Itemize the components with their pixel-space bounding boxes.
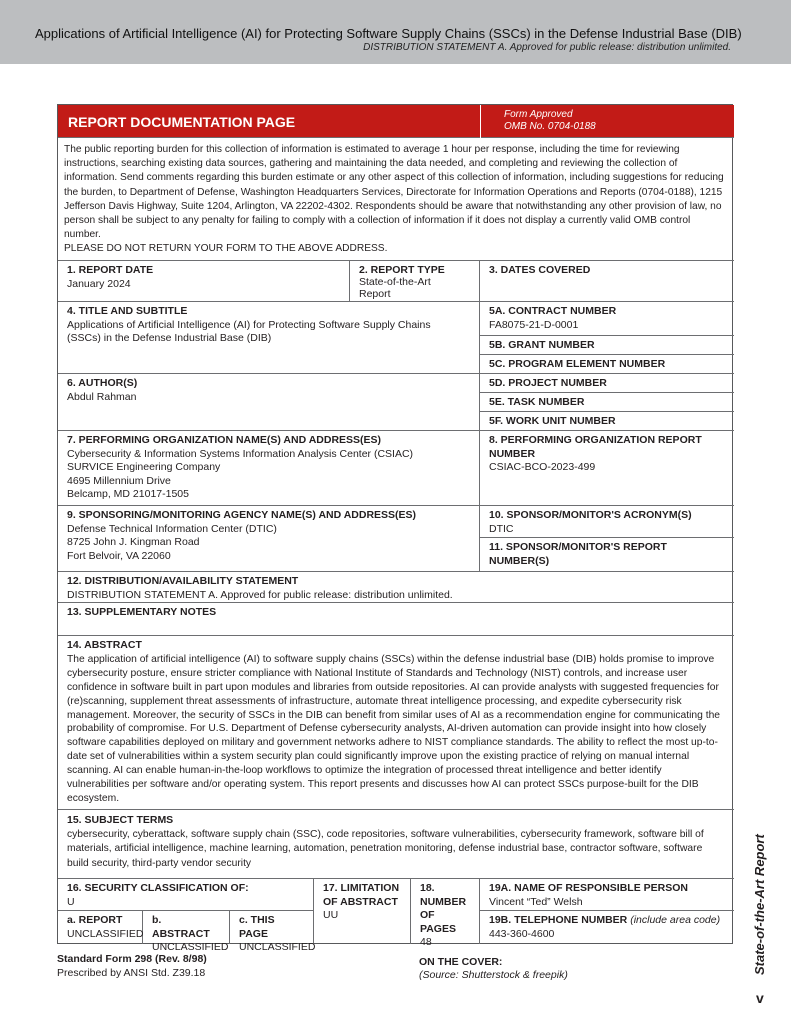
page-header-band — [0, 0, 791, 64]
abstract-label: 14. ABSTRACT — [67, 639, 142, 651]
field-class-abstract — [143, 911, 230, 954]
program-element-number-label: 5C. PROGRAM ELEMENT NUMBER — [489, 358, 666, 370]
contract-number-value: FA8075-21-D-0001 — [489, 318, 579, 331]
contract-number-label: 5A. CONTRACT NUMBER — [489, 305, 617, 317]
class-this-page-label: c. THIS PAGE — [239, 914, 275, 940]
report-type-label: 2. REPORT TYPE — [359, 264, 445, 276]
responsible-person-value: Vincent “Ted” Welsh — [489, 895, 583, 908]
field-dates-covered — [480, 261, 734, 302]
distribution-label: 12. DISTRIBUTION/AVAILABILITY STATEMENT — [67, 575, 299, 587]
field-authors — [58, 374, 480, 431]
field-grant-number — [480, 336, 734, 355]
subject-terms-label: 15. SUBJECT TERMS — [67, 814, 174, 826]
report-date-value: January 2024 — [67, 277, 131, 290]
sponsoring-agency-line: Defense Technical Information Center (DTIC) — [67, 522, 277, 535]
telephone-label: 19B. TELEPHONE NUMBER — [489, 914, 628, 926]
performing-org-report-number-value: CSIAC-BCO-2023-499 — [489, 461, 596, 474]
authors-label: 6. AUTHOR(S) — [67, 377, 138, 389]
field-title-subtitle — [58, 302, 480, 374]
dates-covered-label: 3. DATES COVERED — [489, 264, 591, 276]
field-sponsoring-agency — [58, 506, 480, 572]
project-number-label: 5D. PROJECT NUMBER — [489, 377, 607, 389]
authors-value: Abdul Rahman — [67, 390, 137, 403]
page-number: v — [756, 990, 764, 1006]
report-title: Applications of Artificial Intelligence (AI) for Protecting Software Supply Chains (SSCs) in the Defense Industrial Base (DIB) — [35, 26, 742, 41]
field-responsible-person — [480, 879, 734, 911]
telephone-value: 443-360-4600 — [489, 927, 555, 940]
class-report-label: a. REPORT — [67, 914, 123, 926]
field-supplementary-notes — [58, 603, 734, 636]
distribution-statement-header: DISTRIBUTION STATEMENT A. Approved for public release: distribution unlimited. — [363, 42, 731, 53]
telephone-label-row — [489, 914, 725, 928]
class-report-value: UNCLASSIFIED — [67, 927, 144, 940]
supplementary-notes-label: 13. SUPPLEMENTARY NOTES — [67, 606, 217, 618]
security-classification-label: 16. SECURITY CLASSIFICATION OF: — [67, 882, 249, 894]
field-sponsor-report-number — [480, 538, 734, 572]
sponsoring-agency-line: 8725 John J. Kingman Road — [67, 536, 200, 549]
cover-label: ON THE COVER: — [419, 956, 503, 968]
responsible-person-label: 19A. NAME OF RESPONSIBLE PERSON — [489, 882, 688, 894]
task-number-label: 5E. TASK NUMBER — [489, 396, 585, 408]
cover-source: (Source: Shutterstock & freepik) — [419, 969, 568, 981]
class-abstract-value: UNCLASSIFIED — [152, 941, 229, 954]
sponsoring-agency-line: Fort Belvoir, VA 22060 — [67, 549, 171, 562]
standard-form-name: Standard Form 298 (Rev. 8/98) — [57, 953, 207, 965]
performing-organization-line: SURVICE Engineering Company — [67, 461, 221, 474]
field-work-unit-number — [480, 412, 734, 431]
field-number-of-pages — [411, 879, 480, 949]
security-classification-value: U — [67, 895, 75, 908]
field-distribution-statement — [58, 572, 734, 603]
prescribed-by: Prescribed by ANSI Std. Z39.18 — [57, 967, 206, 979]
report-documentation-form — [57, 104, 733, 954]
field-report-date — [58, 261, 350, 302]
field-sponsor-acronym — [480, 506, 734, 538]
burden-statement — [58, 138, 734, 261]
performing-organization-label: 7. PERFORMING ORGANIZATION NAME(S) AND ADDRESS(ES) — [67, 434, 382, 446]
field-telephone-number — [480, 911, 734, 944]
title-subtitle-label: 4. TITLE AND SUBTITLE — [67, 305, 188, 317]
performing-organization-line: Belcamp, MD 21017-1505 — [67, 488, 189, 501]
header-divider — [480, 105, 481, 138]
field-abstract — [58, 636, 734, 810]
field-class-this-page — [230, 911, 316, 954]
burden-text: The public reporting burden for this collection of information is estimated to average 1 hour per response, including the time for reviewing instructions, searching existing data sources, gathering and maintaining the data needed, and completing and reviewing the collection of information. Send comments regarding this burden estimate or any other aspect of this collection of information, including suggestions for reducing the burden, to Department of Defense, Washington Headquarters Services, Directorate for Information Operations and Reports (0704-0188), 1215 Jefferson Davis Highway, Suite 1204, Arlington, VA 22202-4302. Respondents should be aware that notwithstanding any other provision of law, no person shall be subject to any penalty for failing to comply with a collection of information if it does not display a currently valid OMB control number. — [64, 144, 724, 241]
sponsor-acronym-value: DTIC — [489, 522, 514, 535]
field-program-element-number — [480, 355, 734, 374]
omb-number: OMB No. 0704-0188 — [504, 121, 596, 132]
subject-terms-value: cybersecurity, cyberattack, software supply chain (SSC), code repositories, software vulnerabilities, cybersecurity framework, software bill of materials, artificial intelligence, machine learning, automation, penetration monitoring, defense industrial base, contractor software, software build security, third-party vendor security — [67, 828, 704, 869]
field-project-number — [480, 374, 734, 393]
form-title: REPORT DOCUMENTATION PAGE — [68, 114, 296, 130]
field-performing-organization — [58, 431, 480, 506]
sponsoring-agency-label: 9. SPONSORING/MONITORING AGENCY NAME(S) AND ADDRESS(ES) — [67, 509, 417, 521]
report-type-value: State-of-the-Art Report — [359, 276, 431, 300]
class-abstract-label: b. ABSTRACT — [152, 914, 210, 940]
cover-credit — [419, 956, 568, 982]
field-task-number — [480, 393, 734, 412]
distribution-value: DISTRIBUTION STATEMENT A. Approved for public release: distribution unlimited. — [67, 588, 453, 601]
report-date-label: 1. REPORT DATE — [67, 264, 154, 276]
sponsor-report-number-label: 11. SPONSOR/MONITOR'S REPORT NUMBER(S) — [489, 541, 667, 567]
form-header — [58, 105, 734, 138]
performing-organization-line: 4695 Millennium Drive — [67, 474, 171, 487]
field-contract-number — [480, 302, 734, 336]
work-unit-number-label: 5F. WORK UNIT NUMBER — [489, 415, 616, 427]
class-this-page-value: UNCLASSIFIED — [239, 941, 316, 954]
number-of-pages-value: 48 — [420, 936, 432, 949]
side-running-title: State-of-the-Art Report — [752, 834, 767, 975]
form-footer — [57, 952, 207, 980]
number-of-pages-label: 18. NUMBER OF PAGES — [420, 882, 467, 935]
telephone-note: (include area code) — [630, 914, 721, 926]
do-not-return: PLEASE DO NOT RETURN YOUR FORM TO THE ABOVE ADDRESS. — [64, 243, 388, 255]
grant-number-label: 5B. GRANT NUMBER — [489, 339, 595, 351]
field-subject-terms — [58, 810, 734, 879]
field-limitation-of-abstract — [314, 879, 411, 944]
limitation-label: 17. LIMITATION OF ABSTRACT — [323, 882, 400, 908]
sponsor-acronym-label: 10. SPONSOR/MONITOR'S ACRONYM(S) — [489, 509, 692, 521]
form-approved-label: Form Approved — [504, 109, 573, 120]
performing-organization-line: Cybersecurity & Information Systems Information Analysis Center (CSIAC) — [67, 447, 414, 460]
performing-org-report-number-label: 8. PERFORMING ORGANIZATION REPORT NUMBER — [489, 434, 702, 460]
field-class-report — [58, 911, 143, 944]
field-security-classification — [58, 879, 314, 911]
form-approved — [504, 109, 596, 133]
field-performing-org-report-number — [480, 431, 734, 506]
title-subtitle-value: Applications of Artificial Intelligence (AI) for Protecting Software Supply Chains (SSCs) in the Defense Industrial Base (DIB) — [67, 318, 431, 345]
field-report-type — [350, 261, 480, 302]
limitation-value: UU — [323, 909, 339, 922]
abstract-value: The application of artificial intelligence (AI) to software supply chains (SSCs) within the defense industrial base (DIB) holds promise to improve cybersecurity posture, ensure stricter compliance with National Institute of Standards and Technology (NIST) controls, and increase user confidence in software built in part upon modules and libraries from outside repositories. AI can provide analysts with suggested frequencies for (re)scanning, supplement threat assessments of infrastructure, automate threat intelligence processing, and expedite cybersecurity risk management. Moreover, the security of SSCs in the DIB can benefit from similar uses of AI as a recommendation engine for communicating the probability of compromise. For U.S. Department of Defense cybersecurity analysts, AI-driven automation can provide insight into how closely software capabilities deployed on military and government networks adhere to NIST compliance standards. The ability to reflect the most up-to-date set of vulnerabilities within a system security plan could significantly improve upon the existing practice of relying on manual internal scanning. AI can enable human-in-the-loop workflows to optimize the integration of processed threat intelligence and better identify vulnerabilities per software and/or operating system. This report presents and discusses how AI can protect SSCs purpose-built for the DIB ecosystem. — [67, 653, 721, 804]
